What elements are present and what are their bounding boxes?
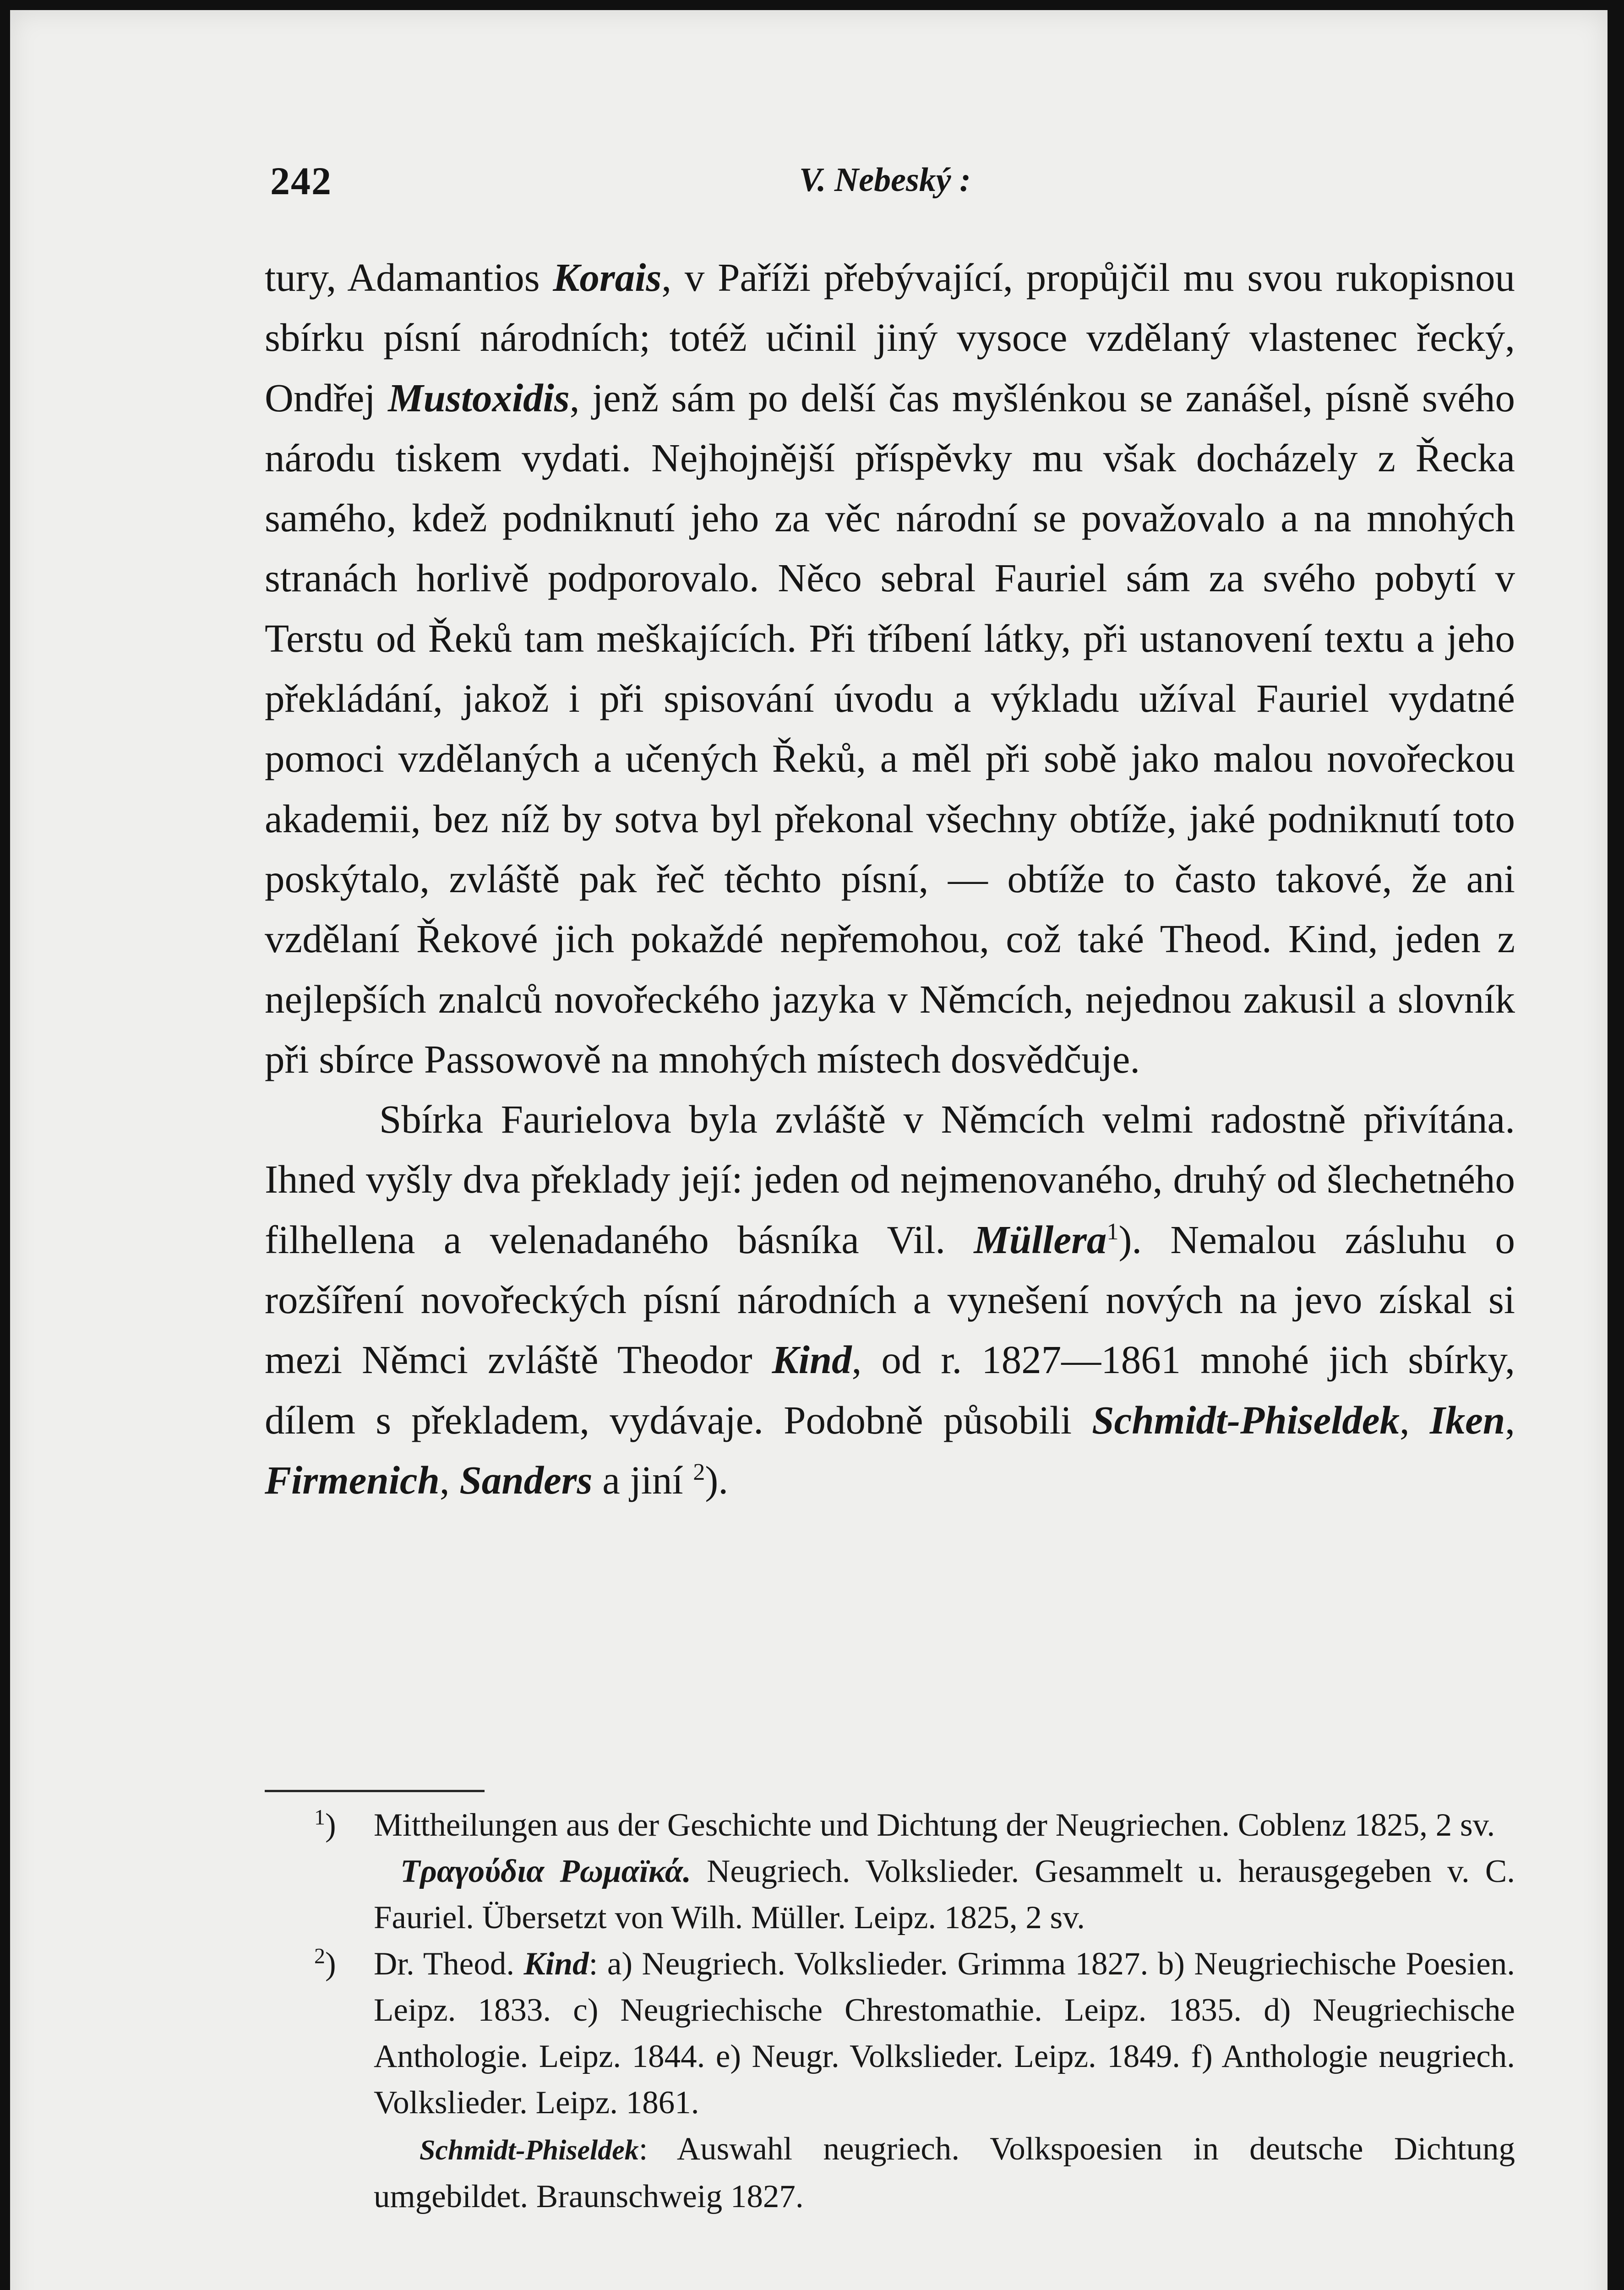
footnote-text: : Auswahl neugriech. Volkspoesien in deutsche Dichtung umgebildet. Braunschweig 1827. <box>374 2131 1515 2214</box>
footnote-text: Neugriech. Volkslieder. Gesammelt u. herausgegeben v. C. Fauriel. Übersetzt von Wilh. Müller. Leipz. 1825, 2 sv. <box>374 1854 1515 1936</box>
paragraph-2 <box>265 1089 1515 1510</box>
footnote-number: 1 <box>314 1805 325 1830</box>
name-schmidt-phiseldek: Schmidt-Phiseldek <box>1092 1397 1400 1442</box>
footnote-1 <box>265 1802 1515 1848</box>
text-run: , <box>1400 1397 1430 1442</box>
text-run: ). Nemalou zásluhu o rozšíření novořeckých písní národních a vynešení nových na jevo získal si mezi Němci zvláště Theodor <box>265 1217 1515 1382</box>
main-text <box>265 247 1515 1510</box>
scan-border-left <box>0 0 10 2290</box>
name-korais: Korais <box>553 255 662 300</box>
text-run: a jiní <box>592 1457 693 1502</box>
text-run: tury, Adamantios <box>265 255 553 300</box>
greek-title: Τραγούδια Ρωμαϊκά. <box>400 1854 692 1889</box>
name-firmenich: Firmenich <box>265 1457 440 1502</box>
name-sanders: Sanders <box>459 1457 593 1502</box>
footnote-text: : a) Neugriech. Volkslieder. Grimma 1827. b) Neugriechische Poesien. Leipz. 1833. c) Neugriechische Chrestomathie. Leipz. 1835. d) Neugriechische Anthologie. Leipz. 1844. e) Neugr. Volkslieder. Leipz. 1849. f) Anthologie neugriech. Volkslieder. Leipz. 1861. <box>374 1946 1515 2121</box>
footnote-separator <box>265 1790 485 1792</box>
footnote-2-continued <box>265 2126 1515 2220</box>
text-run: , <box>1505 1397 1515 1442</box>
text-run: , od r. 1827—1861 mnohé jich sbírky, dílem s překladem, vydávaje. Podobně působili <box>265 1337 1515 1442</box>
footnotes <box>265 1802 1515 2220</box>
footnote-text: Mittheilungen aus der Geschichte und Dichtung der Neugriechen. Coblenz 1825, 2 sv. <box>374 1807 1495 1843</box>
footnote-1-continued <box>265 1848 1515 1941</box>
name-kind: Kind <box>523 1946 589 1982</box>
text-run: , jenž sám po delší čas myšlénkou se zanášel, písně svého národu tiskem vydati. Nejhojnější příspěvky mu však docházely z Řecka samého, kdež podniknutí jeho za věc národní se považovalo a na mnohých stranách horlivě podporovalo. Něco sebral Fauriel sám za svého pobytí v Terstu od Řeků tam meškajících. Při tříbení látky, při ustanovení textu a jeho překládání, jakož i při spisování úvodu a výkladu užíval Fauriel vydatné pomoci vzdělaných a učených Řeků, a měl při sobě jako malou novořeckou akademii, bez níž by sotva byl překonal všechny obtíže, jaké podniknutí toto poskýtalo, zvláště pak řeč těchto písní, — obtíže to často takové, že ani vzdělaní Řekové jich pokaždé nepřemohou, což také Theod. Kind, jeden z nejlepších znalců novořeckého jazyka v Němcích, nejednou zakusil a slovník při sbírce Passowově na mnohých místech dosvědčuje. <box>265 375 1515 1081</box>
footnote-2 <box>265 1941 1515 2126</box>
scan-border-top <box>0 0 1624 10</box>
page-header <box>270 158 1520 208</box>
text-run: ). <box>705 1457 729 1502</box>
name-schmidt-phiseldek: Schmidt-Phiseldek <box>420 2135 639 2166</box>
footnote-text: Dr. Theod. <box>374 1946 524 1982</box>
text-run: , <box>439 1457 460 1502</box>
footnote-mark: $^2$) <box>314 1944 336 1982</box>
footnote-number: 2 <box>314 1944 325 1968</box>
page-number: 242 <box>270 159 332 203</box>
scan-border-right <box>1608 0 1624 2290</box>
name-kind: Kind <box>772 1337 852 1382</box>
footnote-mark: $^1$) <box>314 1805 336 1843</box>
name-mustoxidis: Mustoxidis <box>388 375 570 420</box>
text-run: , v Paříži přebývající, propůjčil mu svou rukopisnou sbírku písní národních; totéž učinil jiný vysoce vzdělaný vlastenec řecký, Ondřej <box>265 255 1515 420</box>
text-run: Sbírka Faurielova byla zvláště v Němcích velmi radostně přivítána. Ihned vyšly dva překlady její: jeden od nejmenovaného, druhý od šlechetného filhellena a velenadaného básníka Vil. <box>265 1097 1515 1262</box>
name-iken: Iken <box>1429 1397 1505 1442</box>
name-muller: Müllera <box>974 1217 1107 1262</box>
footnote-ref-1: 1 <box>1106 1218 1119 1245</box>
footnote-ref-2: 2 <box>693 1459 705 1485</box>
running-head: V. Nebeský : <box>799 161 971 199</box>
paragraph-1 <box>265 247 1515 1089</box>
